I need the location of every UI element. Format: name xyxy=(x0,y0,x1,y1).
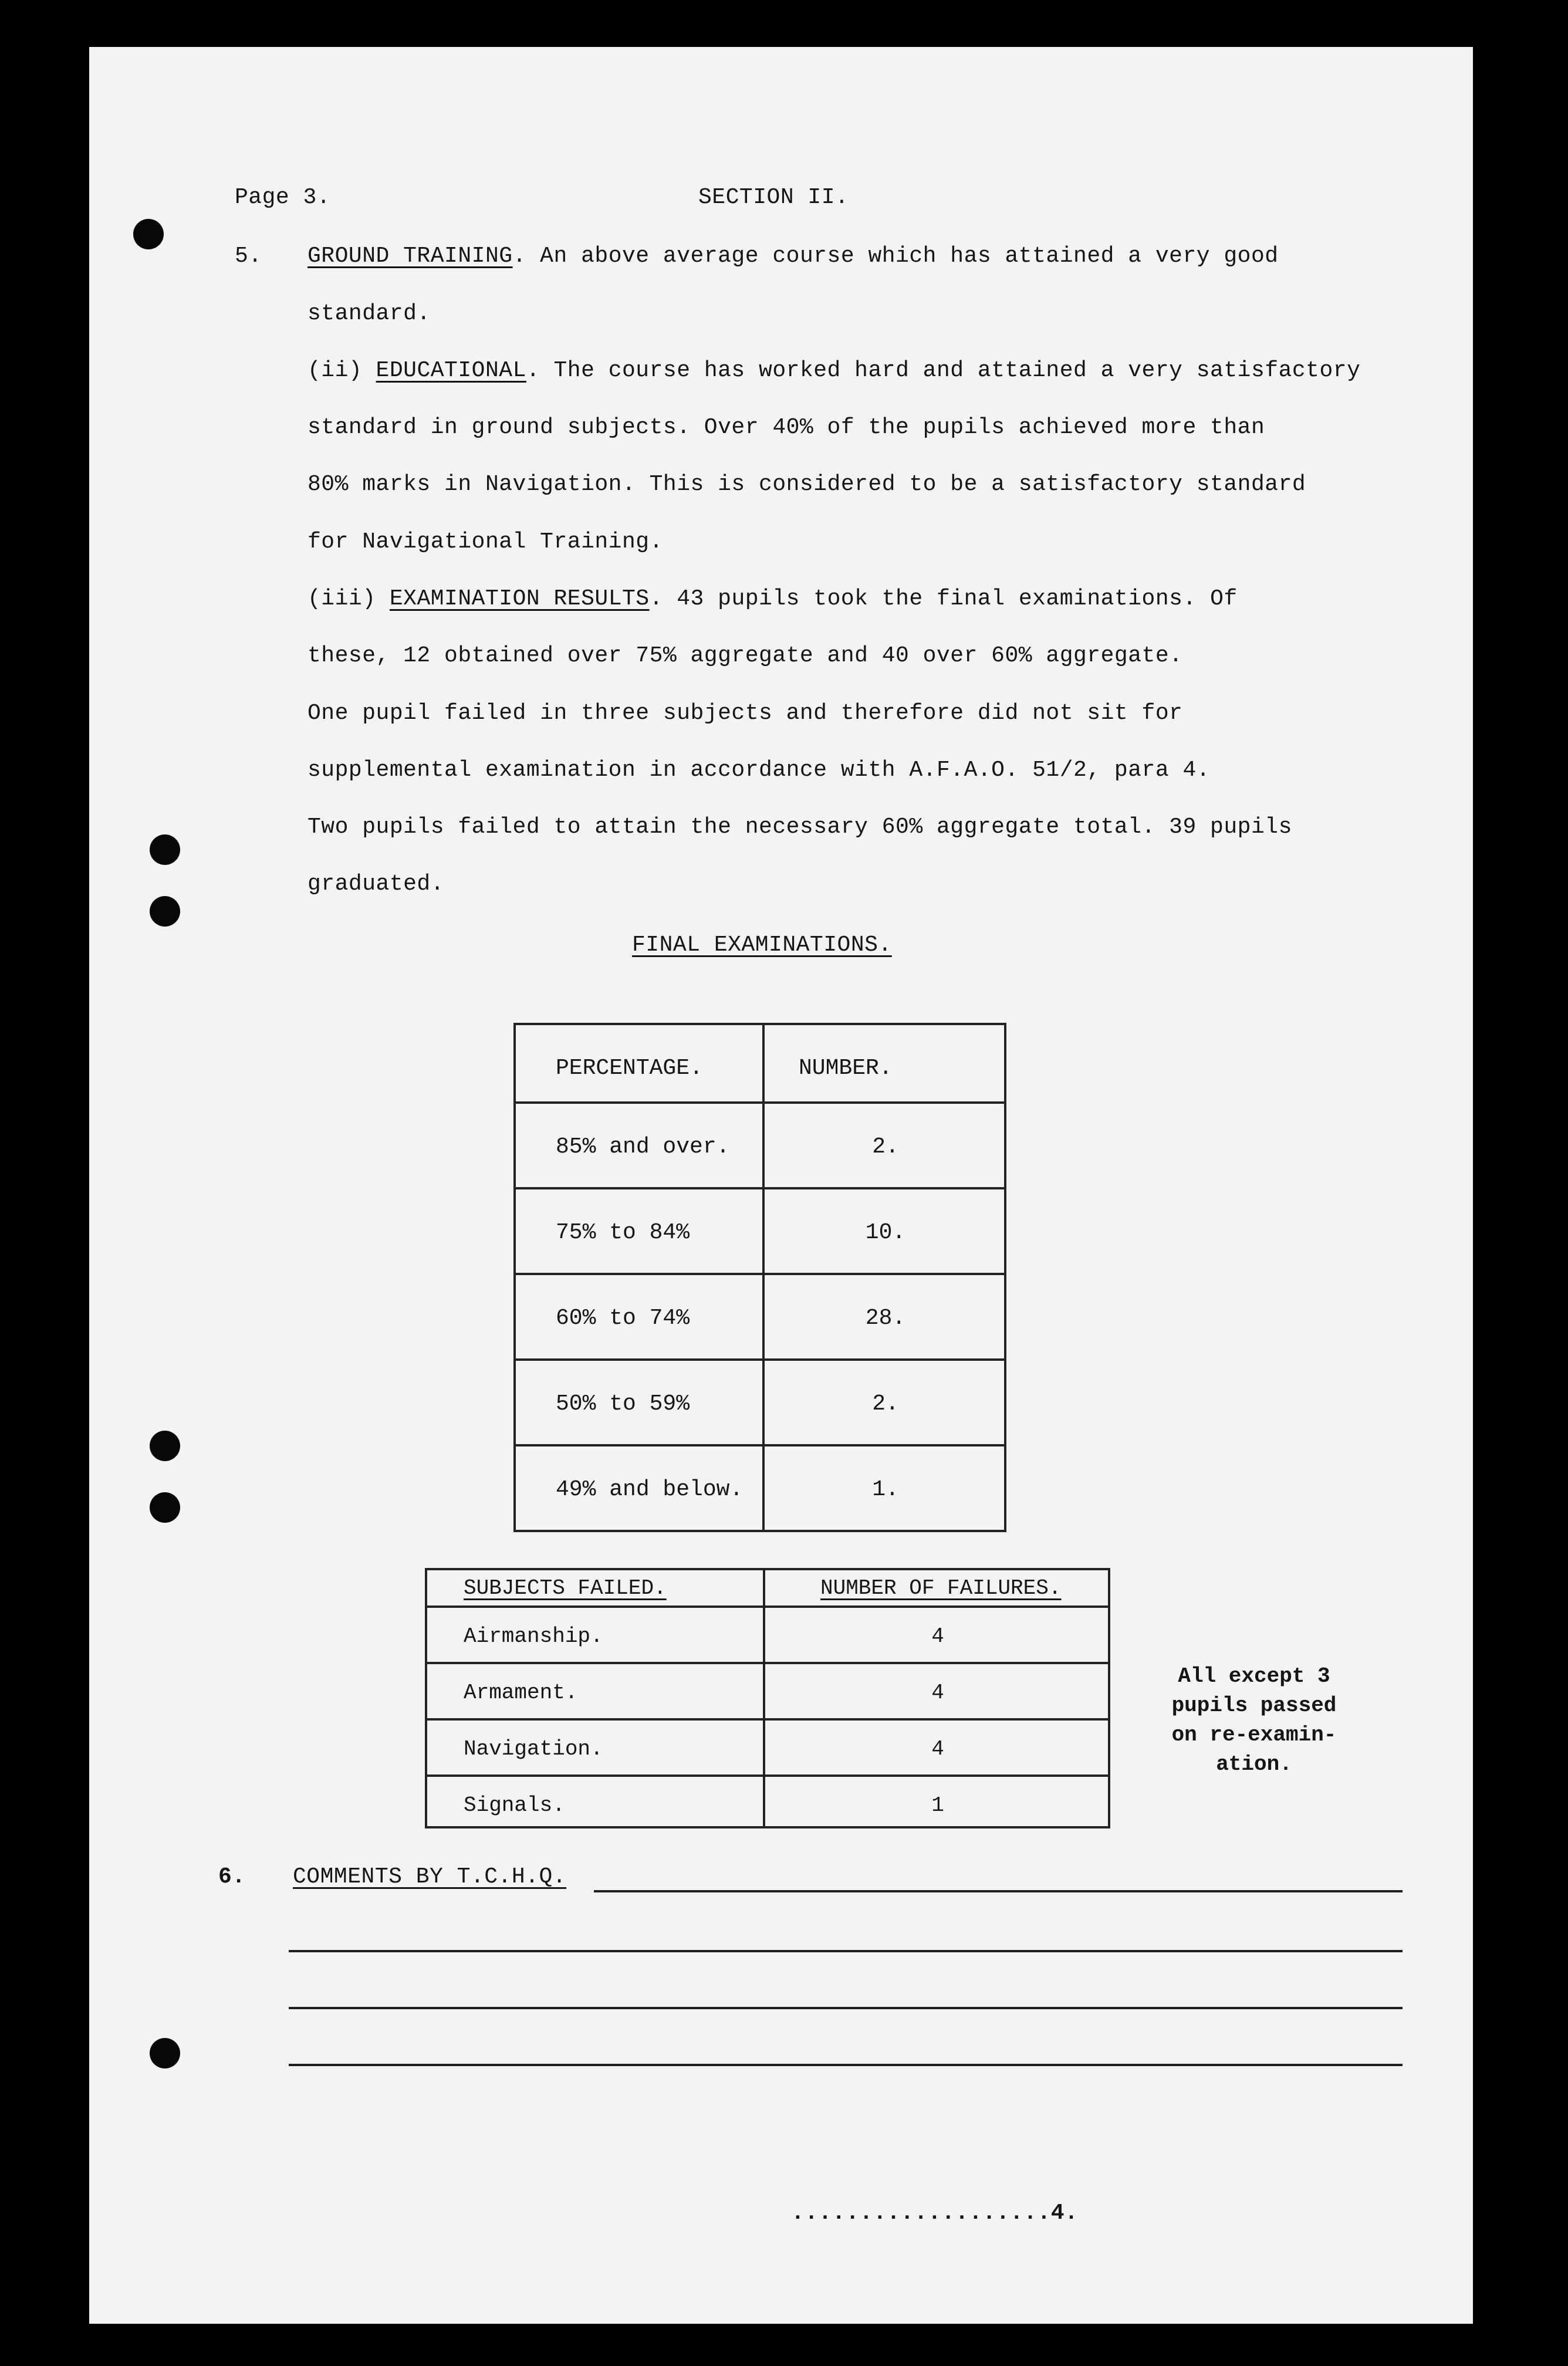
header-cell: NUMBER. xyxy=(799,1056,893,1081)
table-row xyxy=(516,1358,1004,1447)
note-line: pupils passed xyxy=(1171,1694,1337,1718)
table-row xyxy=(516,1273,1004,1361)
table-row xyxy=(516,1444,1004,1533)
paragraph-text: 80% marks in Navigation. This is considered to be a satisfactory standard xyxy=(307,472,1306,497)
document-page xyxy=(89,47,1473,2324)
section-number: 6. xyxy=(218,1864,246,1890)
table-cell: 28. xyxy=(865,1306,906,1331)
note-line: ation. xyxy=(1216,1752,1292,1776)
paragraph-text: . An above average course which has attained a very good xyxy=(512,244,1279,269)
punch-hole xyxy=(150,834,180,865)
punch-hole xyxy=(150,1492,180,1523)
punch-hole xyxy=(150,2038,180,2068)
table-cell: 4 xyxy=(931,1624,944,1648)
table-cell: 75% to 84% xyxy=(556,1220,690,1245)
table-header-row xyxy=(516,1025,1004,1111)
failures-table xyxy=(425,1568,1110,1828)
paragraph-text: . The course has worked hard and attained a very satisfactory xyxy=(526,358,1361,383)
page-label: Page 3. xyxy=(235,185,331,210)
table-cell: 1 xyxy=(931,1793,944,1817)
table-row xyxy=(516,1101,1004,1190)
ground-training-heading: GROUND TRAINING xyxy=(307,244,513,269)
re-examination-note xyxy=(1166,1662,1342,1779)
table-row xyxy=(427,1606,1108,1664)
header-cell: NUMBER OF FAILURES. xyxy=(820,1576,1062,1600)
paragraph-text: for Navigational Training. xyxy=(307,529,663,555)
section-number: 5. xyxy=(235,244,262,269)
note-line: on re-examin- xyxy=(1171,1723,1337,1747)
table-cell: 4 xyxy=(931,1681,944,1705)
header-cell: PERCENTAGE. xyxy=(556,1056,703,1081)
table-cell: 2. xyxy=(872,1134,899,1160)
subsection-number: (ii) xyxy=(307,358,363,383)
table-cell: Armament. xyxy=(464,1681,578,1705)
table-cell: Signals. xyxy=(464,1793,565,1817)
table-row xyxy=(427,1662,1108,1721)
continuation-marker: ...................4. xyxy=(791,2201,1079,2226)
table-cell: 49% and below. xyxy=(556,1477,744,1502)
subsection-number: (iii) xyxy=(307,586,376,611)
educational-heading: EDUCATIONAL xyxy=(376,358,526,383)
paragraph-text: . 43 pupils took the final examinations. Of xyxy=(649,586,1238,611)
table-row xyxy=(427,1774,1108,1833)
table-cell: 85% and over. xyxy=(556,1134,730,1160)
table-cell: 60% to 74% xyxy=(556,1306,690,1331)
comments-heading: COMMENTS BY T.C.H.Q. xyxy=(293,1864,567,1890)
final-exams-title: FINAL EXAMINATIONS. xyxy=(632,932,892,958)
section-title: SECTION II. xyxy=(698,185,849,210)
table-row xyxy=(427,1718,1108,1777)
educational-line xyxy=(307,360,1360,382)
header-cell: SUBJECTS FAILED. xyxy=(464,1576,667,1600)
table-cell: 2. xyxy=(872,1391,899,1417)
note-line: All except 3 xyxy=(1178,1664,1330,1688)
blank-comment-line xyxy=(289,1950,1403,1952)
table-cell: 10. xyxy=(865,1220,906,1245)
punch-hole xyxy=(133,219,164,249)
final-exams-table xyxy=(513,1023,1006,1532)
blank-comment-line xyxy=(289,2007,1403,2009)
punch-hole xyxy=(150,896,180,927)
table-header-row xyxy=(427,1570,1108,1606)
paragraph-text: graduated. xyxy=(307,871,445,897)
blank-comment-line xyxy=(289,2064,1403,2066)
table-row xyxy=(516,1187,1004,1276)
examination-heading: EXAMINATION RESULTS xyxy=(389,586,650,611)
paragraph-text: One pupil failed in three subjects and therefore did not sit for xyxy=(307,701,1183,726)
paragraph-text: Two pupils failed to attain the necessary 60% aggregate total. 39 pupils xyxy=(307,814,1292,840)
ground-training-line xyxy=(307,245,1279,268)
paragraph-text: supplemental examination in accordance with A.F.A.O. 51/2, para 4. xyxy=(307,758,1211,783)
paragraph-text: these, 12 obtained over 75% aggregate and 40 over 60% aggregate. xyxy=(307,643,1183,668)
examination-line xyxy=(307,588,1238,610)
table-cell: 1. xyxy=(872,1477,899,1502)
table-cell: 50% to 59% xyxy=(556,1391,690,1417)
paragraph-text: standard. xyxy=(307,301,431,326)
paragraph-text: standard in ground subjects. Over 40% of the pupils achieved more than xyxy=(307,415,1265,440)
blank-comment-line xyxy=(594,1890,1403,1892)
table-cell: Airmanship. xyxy=(464,1624,603,1648)
table-cell: 4 xyxy=(931,1737,944,1761)
punch-hole xyxy=(150,1431,180,1461)
table-cell: Navigation. xyxy=(464,1737,603,1761)
